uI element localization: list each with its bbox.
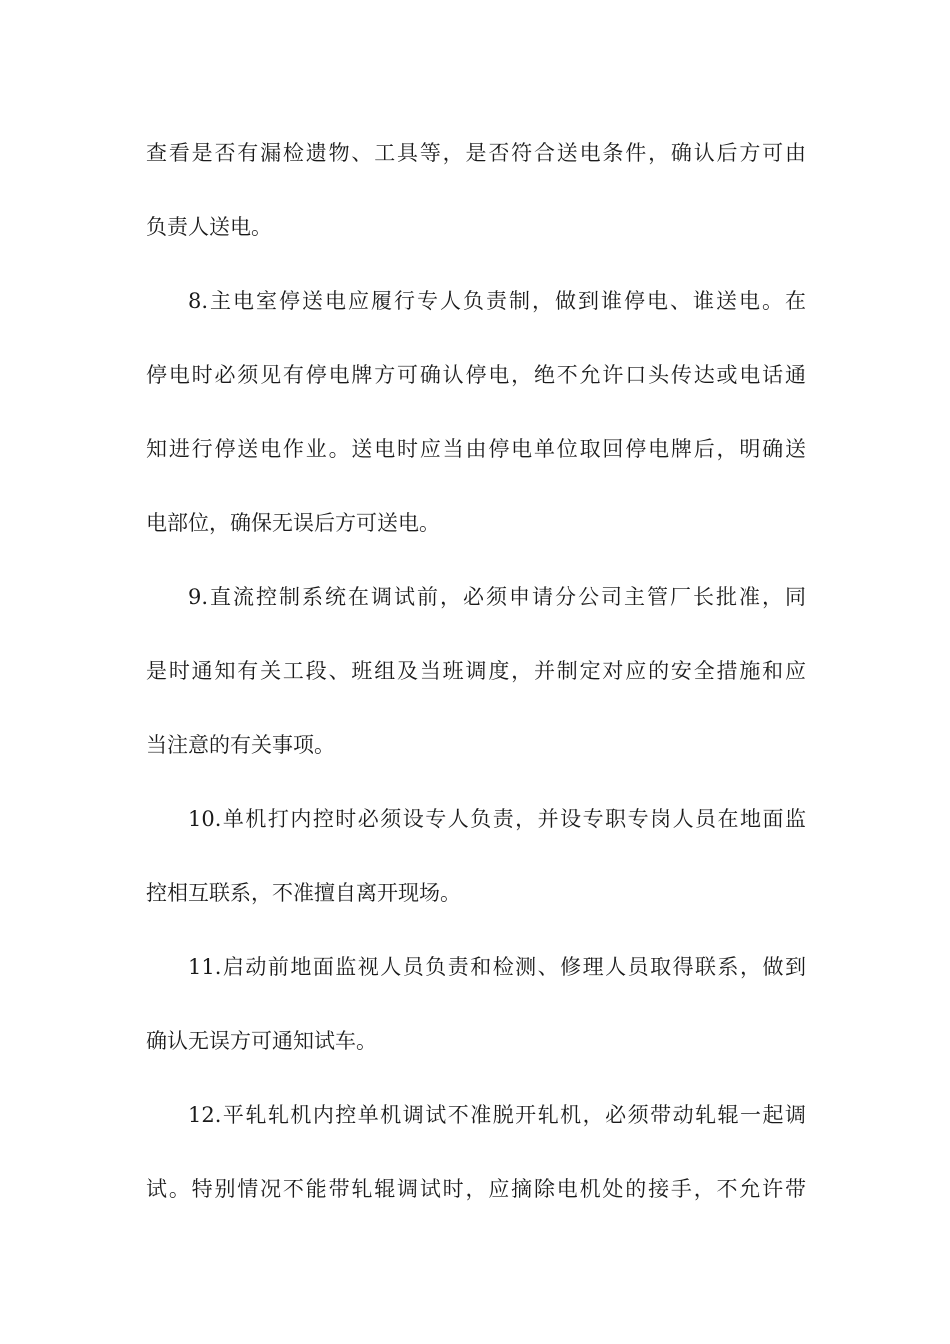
text-line-1: 查看是否有漏检遗物、工具等，是否符合送电条件，确认后方可由 (146, 141, 806, 165)
text-line-8: 是时通知有关工段、班组及当班调度，并制定对应的安全措施和应 (146, 659, 806, 683)
text-line-11: 控相互联系，不准擅自离开现场。 (146, 881, 461, 905)
text-line-4: 停电时必须见有停电牌方可确认停电，绝不允许口头传达或电话通 (146, 363, 806, 387)
text-line-10-item-10: 10.单机打内控时必须设专人负责，并设专职专岗人员在地面监 (188, 807, 806, 831)
text-line-12-item-11: 11.启动前地面监视人员负责和检测、修理人员取得联系，做到 (188, 955, 806, 979)
text-line-2: 负责人送电。 (146, 215, 272, 239)
text-line-14-item-12: 12.平轧轧机内控单机调试不准脱开轧机，必须带动轧辊一起调 (188, 1103, 806, 1127)
text-line-9: 当注意的有关事项。 (146, 733, 335, 757)
text-line-5: 知进行停送电作业。送电时应当由停电单位取回停电牌后，明确送 (146, 437, 806, 461)
text-line-15: 试。特别情况不能带轧辊调试时，应摘除电机处的接手，不允许带 (146, 1177, 806, 1201)
text-line-13: 确认无误方可通知试车。 (146, 1029, 377, 1053)
text-line-7-item-9: 9.直流控制系统在调试前，必须申请分公司主管厂长批准，同 (188, 585, 806, 609)
text-line-6: 电部位，确保无误后方可送电。 (146, 511, 440, 535)
text-line-3-item-8: 8.主电室停送电应履行专人负责制，做到谁停电、谁送电。在 (188, 289, 806, 313)
